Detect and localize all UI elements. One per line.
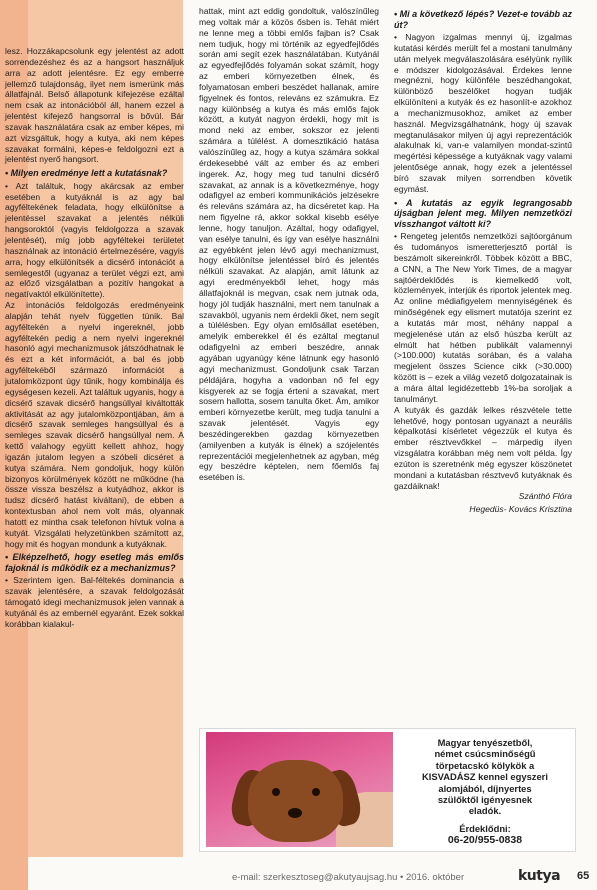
col1-paragraph-2: Az intonációs feldolgozás eredményeink alapján tehát nyelv független tünik. Bal agyféltekén a nyelvi ingereknél, jobb agyféltekén pedig a nem nyelvi ingereknél hasonló agyi mechanizmusok játszódhatnak le és ezt a két információt, a bal és jobb agyféltekéből származó információt a jutalomközpont úgy tűnik, hogy kombinálja és egységesen kezeli. Azt találtuk ugyanis, hogy a dicsérő szavak dicsérő hangsúllyal kiváltották aktivitását az agy jutalomközpontjában, ám a dicsérő szavak semleges hangsúllyal és a semleges szavak dicsérő hangsúllyal nem. A kettő valahogy együtt kellett ahhoz, hogy igazán jutalom legyen a szóbeli dicséret a kutya számára. Nem gondoljuk, hogy külön bizonyos körülmények között ne működne (ha össze vissza beszélsz a kutyádhoz, akkor is tudsz dicsérő hatást kiváltani), de ebben a kontextusban ahol nem volt más, olyannak hatott ez mintha csak telefonon hívtuk volna a kutyát. Vizsgálati helyzetünkben számított az, hogy mit és hogyan mondunk a kutyáknak.: [5, 300, 184, 549]
puppy-head: [248, 760, 343, 842]
kutya-logo: kutya: [518, 868, 561, 884]
col2-paragraph: hattak, mint azt eddig gondoltuk, valószínűleg meg voltak már a közös ősben is. Tehát miért ne lenne meg a többi emlős fajban is? Csak nem tudjuk, hogy mi történik az egyedfejlődés során ami segít ezek használatában. Kutyánál az egyedfejlődés folyamán sokat számít, hogy az emberi környezetben élnek, és folyamatosan emberi beszédet hallanak, amire figyelnek és fontos, releváns ez számukra. Ez nagy különbség a kutya és más emlős fajok között, a kutyát nagyon érdekli, hogy mit is mond neki az ember, sokszor ez jelenti számára a túlélést. A domesztikáció hatása valószínűleg az, hogy a kutya számára sokkal érdekesebbé vált az ember és az emberi ingerek. Az, hogy meg tud tanulni dicsérő szavakat, az annak is a következménye, hogy odafigyel az emberi kommunikációs jelzésekre és releváns számára az, ha dicséretet kap. Ha nem figyelne rá, akkor sokkal kisebb esélye lenne, hogy tanuljon. Azáltal, hogy odafigyel, van esélye tanulni, és így van esélye használni az egyébként jelen lévő agyi mechanizmust, hogy elkülönítse jelentéssel bíró és jelentés nélküli szavakat. Az alapján, amit látunk az agyi eredményekből lehet, hogy más állatfajoknál is megvan, csak nem jutnak oda, hogy jól tudják használni, mert nem tanulnak a szavakból, ugyanis nem érdekli őket, nem segít a túlélésben. Egy olyan emlősállat esetében, amelyik emberekkel él és ezáltal megtanul odafigyelni az emberi beszédre, annak agyában ugyanúgy kéne látnunk egy hasonló agyi mechanizmust. Gondoljunk csak Tarzan példájára, hogyha a vadonban nő fel egy kisgyerek az se fogja érteni a szavakat, mert sosem hallotta, sosem tanulta őket. Ám, amikor emberi környezetbe került, meg tudja tanulni a szavak jelentését. Vagyis egy beszédingerekben gazdag környezetben (amilyenben a kutyák is élnek) a szójelentés reprezentációi megjelenhetnek az agyban, még egy beszédre képtelen, nem főemlős faj esetében is.: [199, 6, 379, 483]
col1-answer-2: • Szerintem igen. Bal-féltekés dominancia a szavak jelentésére, a szavak feldolgozását támogató idegi mechanizmusok jelen vannak a kutyánál és az embernél egyaránt. Ezek sokkal korábban kialakul-: [5, 575, 184, 629]
col1-answer-1: • Azt találtuk, hogy akárcsak az ember esetében a kutyáknál is az agy bal agyféltekének feladata, hogy elkülönítse a jelentéssel szavakat a jelentés nélküli hangsoroktól (vagyis feldolgozza a szavak jelentését), míg jobb agyféltekei területet használnak az intonáció értelmezésére, vagyis arra, hogy elkülönítsék a dicsérő intonációt a semlegestől (ugyanaz a terület végzi ezt, ami az előző vizsgálatban a pozitív hangokat a negatívaktól elkülönítette).: [5, 180, 184, 300]
puppy-eye-right: [312, 788, 320, 796]
footer-email-date[interactable]: e-mail: szerkesztoseg@akutyaujsag.hu • 2016. október: [232, 872, 465, 883]
col1-question-2: • Elképzelhető, hogy esetleg más emlős fajoknál is működik ez a mechanizmus?: [5, 552, 184, 573]
ad-line-7: eladók.: [468, 805, 502, 817]
ad-line-5: alomjából, díjnyertes: [438, 782, 532, 794]
column-two: [199, 6, 379, 483]
puppy-eye-left: [272, 788, 280, 796]
author-1: Szánthó Flóra: [518, 491, 572, 502]
author-2: Hegedüs- Kovács Krisztina: [469, 504, 572, 515]
page-footer: [0, 860, 597, 890]
ad-line-4: KISVADÁSZ kennel egyszeri: [422, 771, 548, 783]
column-one: [5, 46, 184, 630]
col1-intro: lesz. Hozzákapcsolunk egy jelentést az adott sorrendezéshez és az a hangsort használjuk arra az adott jelentésre. Ez egy emberre jellemző tulajdonság, ilyet nem ismerünk más állatfajnál. Belső állapotunk kifejezése ezáltal nem csak az intonációból áll, hanem ezzel a jelentést kifejező hangsorral is bővül. Bár szavak használatára csak az ember képes, mi azt vizsgáltuk, hogy a kutya, aki nem képes szavakat formálni, képes-e feldolgozni ezt a jelentést nyerő hangsort.: [5, 46, 184, 165]
page-number: 65: [577, 870, 590, 882]
col3-answer-1: • Nagyon izgalmas mennyi új, izgalmas kutatási kérdés merült fel a mostani tanulmány után melyek megválaszolására esélyünk nyílik e módszer kidolgozásával. Érdekes lenne megnézni, hogy különféle beszédhangokat, különböző beszélőket hogyan tudják elkülöníteni a kutyák és ez hasonlít-e azokhoz a mechanizmusokhoz, amiket az ember használ. Megvizsgálhatnánk, hogy új szavak megtanulásakor milyen új agyi reprezentációk alakulnak ki, van-e valamilyen mondat-szintű megértési képessége a kutyáknak vagy valami jelentősége annak, hogy ezek a jelentéssel bíró szavak milyen sorrendben követik egymást.: [394, 32, 572, 194]
ad-line-3: törpetacskó kölykök a: [435, 759, 535, 771]
ad-line-1: Magyar tenyészetből,: [437, 737, 533, 748]
col3-answer-2: • Rengeteg jelentős nemzetközi sajtóorgánum és tudományos ismeretterjesztő portál is beszámolt sikereinkről. Többek között a BBC, a CNN, a The New York Times, de a magyar sajtóérdeklődés is kiemelkedő volt, közlemények, interjúk és riportok jelentek meg. Az online médiafigyelem mennyiségének és minőségének egy elismert mutatója szerint ez a kutatás már most, néhány nappal a megjelenése után az első húszba került az elmúlt hat hétben publikált valamennyi (>100.000) kutatás sorában, és a valaha megjelent összes Science cikk (>30.000) között is – ezek a világ vezető dolgozatainak is a mára által legidézettebb 1%-ba soroljak a tanulmányt.: [394, 231, 572, 404]
ad-contact-label: Érdeklődni:: [459, 822, 511, 834]
col3-closing: A kutyák és gazdák lelkes részvétele tette lehetővé, hogy pontosan ugyanazt a neurális képalkotási kísérletet végezzük el kutya és ember résztvevőkkel – márpedig ilyen vizsgálatra korábban még nem volt példa. Így ezúton is szeretnénk még egyszer köszönetet mondani a kutatásban résztvevő kutyáknak és gazdáiknak!: [394, 404, 572, 491]
ad-phone[interactable]: 06-20/955-0838: [447, 834, 523, 847]
ad-text: [400, 737, 570, 847]
col3-question-2: • A kutatás az egyik legrangosabb újságban jelent meg. Milyen nemzetközi visszhangot váltott ki?: [394, 197, 572, 229]
puppy-advertisement: [199, 728, 576, 852]
col3-question-1: • Mi a következő lépés? Vezet-e tovább az út?: [394, 9, 572, 30]
column-three: [394, 6, 572, 515]
puppy-photo: [206, 732, 393, 847]
ad-line-2: német csúcsminőségű: [434, 748, 536, 760]
puppy-nose: [288, 808, 302, 818]
col1-question-1: • Milyen eredménye lett a kutatásnak?: [5, 168, 168, 179]
ad-line-6: szülőktől igényesnek: [437, 794, 533, 806]
